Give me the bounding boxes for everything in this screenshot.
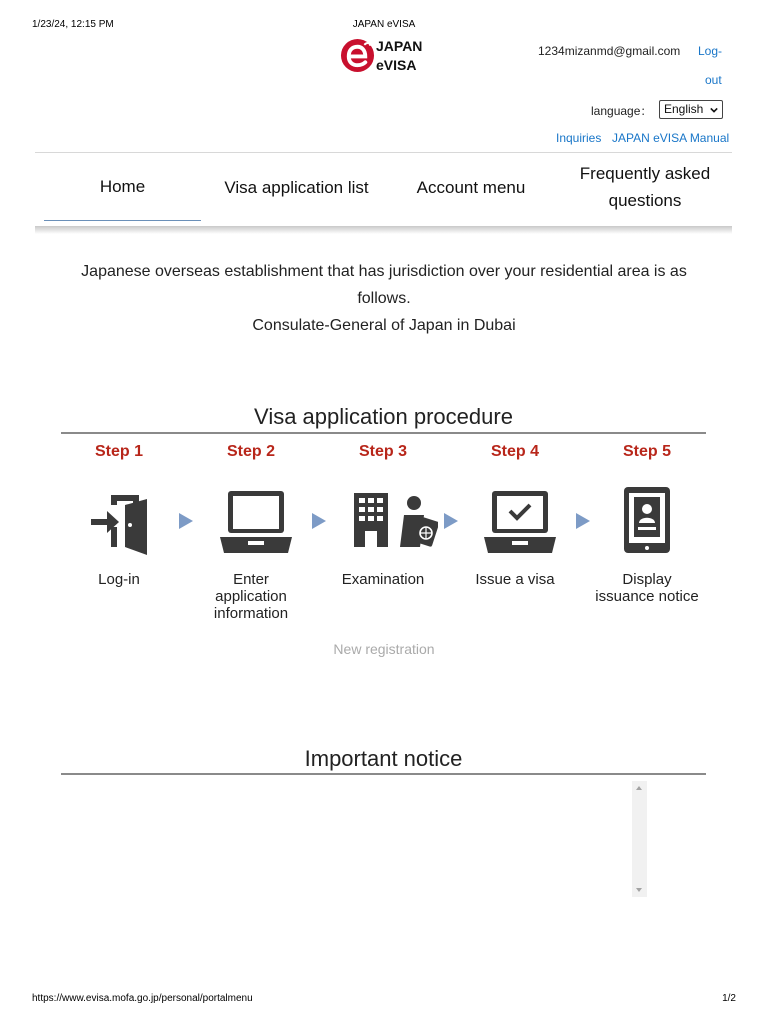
building-examiner-icon — [348, 485, 438, 557]
main-nav — [35, 153, 732, 229]
nav-faq[interactable] — [563, 153, 727, 221]
step-number: Step 5 — [622, 443, 671, 460]
inquiries-link[interactable]: Inquiries — [556, 131, 602, 145]
scroll-up-icon[interactable] — [636, 786, 642, 790]
laptop-icon — [216, 485, 296, 557]
step-number: Step 3 — [358, 443, 407, 460]
print-page-number: 1/2 — [722, 993, 736, 1004]
nav-faq-line1: Frequently asked — [579, 164, 711, 183]
evisa-logo-mark-icon — [340, 38, 375, 73]
logo-line-evisa: eVISA — [376, 57, 417, 73]
step-label: Examination — [341, 571, 425, 588]
step-label: Log-in — [98, 571, 140, 588]
step-number: Step 1 — [94, 443, 143, 460]
jurisdiction-consulate: Consulate-General of Japan in Dubai — [252, 317, 516, 334]
user-email: 1234mizanmd@gmail.com — [538, 44, 681, 58]
nav-home[interactable]: Home — [44, 153, 201, 221]
step-3 — [328, 443, 438, 588]
step-4 — [460, 443, 570, 588]
logout-link[interactable]: Log- — [698, 44, 723, 58]
japan-evisa-logo[interactable] — [340, 37, 440, 77]
notice-title: Important notice — [304, 746, 463, 771]
jurisdiction-line2: follows. — [357, 290, 411, 307]
step-label: Enter application information — [213, 571, 289, 622]
step-arrow-icon — [312, 513, 326, 529]
step-number: Step 2 — [226, 443, 275, 460]
notice-scrollbar[interactable] — [632, 781, 647, 897]
procedure-title: Visa application procedure — [254, 404, 513, 429]
nav-shadow-divider — [35, 226, 732, 234]
nav-account-menu[interactable]: Account menu — [416, 177, 526, 197]
language-selected-value: English — [664, 102, 704, 116]
print-datetime: 1/23/24, 12:15 PM — [32, 19, 114, 30]
jurisdiction-info — [40, 258, 728, 339]
print-page-title: JAPAN eVISA — [352, 19, 416, 30]
logout-link-wrap[interactable]: out — [705, 73, 722, 87]
login-door-icon — [89, 485, 149, 557]
step-5 — [592, 443, 702, 605]
procedure-rule — [61, 432, 706, 434]
step-arrow-icon — [444, 513, 458, 529]
language-select[interactable] — [659, 100, 723, 119]
step-1 — [64, 443, 174, 588]
chevron-down-icon — [710, 106, 718, 114]
step-label: Issue a visa — [475, 571, 555, 588]
manual-link[interactable]: JAPAN eVISA Manual — [612, 131, 730, 145]
step-number: Step 4 — [490, 443, 539, 460]
step-arrow-icon — [179, 513, 193, 529]
step-2 — [196, 443, 306, 622]
step-arrow-icon — [576, 513, 590, 529]
nav-faq-line2: questions — [608, 191, 682, 210]
step-label: Display issuance notice — [595, 571, 699, 605]
laptop-check-icon — [480, 485, 560, 557]
jurisdiction-line1: Japanese overseas establishment that has jurisdiction over your residential area is as — [81, 263, 687, 280]
scroll-down-icon[interactable] — [636, 888, 642, 892]
print-url: https://www.evisa.mofa.go.jp/personal/portalmenu — [32, 993, 253, 1004]
logo-line-japan: JAPAN — [376, 38, 423, 54]
mobile-id-icon — [622, 485, 672, 557]
notice-rule — [61, 773, 706, 775]
logo-text — [376, 37, 422, 75]
print-header — [0, 19, 768, 33]
new-registration-button[interactable]: New registration — [333, 641, 435, 657]
nav-visa-application-list[interactable]: Visa application list — [224, 177, 369, 197]
language-label: language： — [591, 104, 653, 118]
